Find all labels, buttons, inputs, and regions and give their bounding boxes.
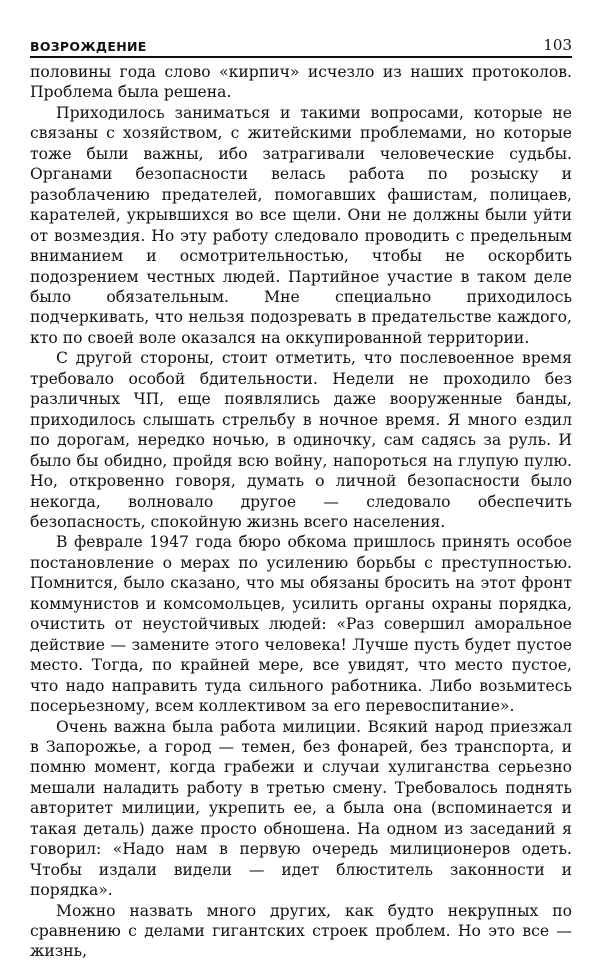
section-title: ВОЗРОЖДЕНИЕ bbox=[30, 39, 147, 54]
header-rule bbox=[30, 56, 572, 58]
paragraph-3: С другой стороны, стоит отметить, что послевоенное время требовало особой бдительности. Недели не проходило без различных ЧП, еще появлялись даже вооруженные банды, приходилось слышать стрельбу в ночное время. Я много ездил по дорогам, нередко ночью, в одиночку, сам садясь за руль. И было бы обидно, пройдя всю войну, напороться на глупую пулю. Но, откровенно говоря, думать о личной безопасности было некогда, волновало другое — следовало обеспечить безопасность, спокойную жизнь всего населения. bbox=[30, 349, 572, 531]
page-number: 103 bbox=[543, 36, 572, 54]
paragraph-4: В феврале 1947 года бюро обкома пришлось принять особое постановление о мерах по усилению борьбы с преступностью. Помнится, было сказано, что мы обязаны бросить на этот фронт коммунистов и комсомольцев, усилить органы охраны порядка, очистить от неустойчивых людей: «Раз совершил аморальное действие — замените этого человека! Лучше пусть будет пустое место. Тогда, по крайней мере, все увидят, что место пустое, что надо направить туда сильного работника. Либо возьмитесь посерьезному, всем коллективом за его перевоспитание». bbox=[30, 533, 572, 716]
paragraph-6: Можно назвать много других, как будто некрупных по сравнению с делами гигантских строек проблем. Но это все — жизнь, bbox=[30, 901, 572, 961]
paragraph-2: Приходилось заниматься и такими вопросами, которые не связаны с хозяйством, с житейскими проблемами, но которые тоже были важны, ибо затрагивали человеческие судьбы. Органами безопасности велась работа по розыску и разоблачению предателей, помогавших фашистам, полицаев, карателей, укрывшихся во все щели. Они не должны были уйти от возмездия. Но эту работу следовало проводить с предельным вниманием и осмотрительностью, чтобы не оскорбить подозрением честных людей. Партийное участие в таком деле было обязательным. Мне специально приходилось подчеркивать, что нельзя подозревать в предательстве каждого, кто по своей воле оказался на оккупированной территории. bbox=[30, 103, 572, 347]
running-head bbox=[30, 34, 572, 54]
paragraph-5: Очень важна была работа милиции. Всякий народ приезжал в Запорожье, а город — темен, без фонарей, без транспорта, и помню момент, когда грабежи и случаи хулиганства серьезно мешали наладить работу в третью смену. Требовалось поднять авторитет милиции, укрепить ее, а была она (вспоминается и такая деталь) даже просто обношена. На одном из заседаний я говорил: «Надо нам в первую очередь милиционеров одеть. Чтобы издали видели — идет блюститель законности и порядка». bbox=[30, 717, 572, 900]
book-page bbox=[30, 34, 572, 962]
paragraph-1: половины года слово «кирпич» исчезло из наших протоколов. Проблема была решена. bbox=[30, 63, 572, 102]
body-text bbox=[30, 62, 572, 962]
